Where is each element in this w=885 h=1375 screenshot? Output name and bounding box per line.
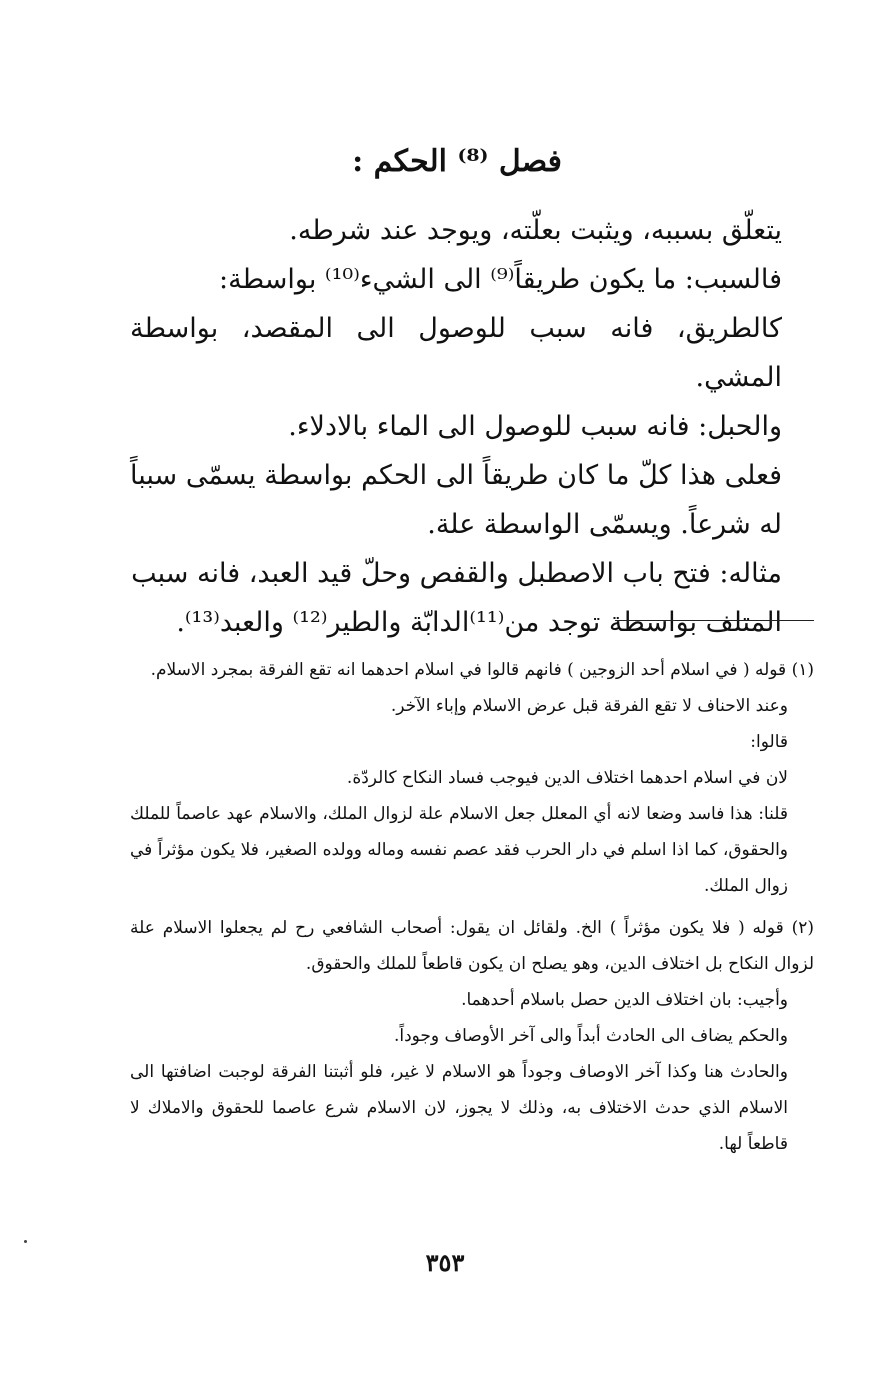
main-paragraph: كالطريق، فانه سبب للوصول الى المقصد، بواسطة المشي. <box>130 313 782 393</box>
section-heading: فصل ⁽⁸⁾ الحكم : <box>352 144 562 179</box>
footnote-line: (١) قوله ( في اسلام أحد الزوجين ) فانهم قالوا في اسلام احدهما انه تقع الفرقة بمجرد الاسلام. <box>150 660 814 680</box>
main-paragraph: فالسبب: ما يكون طريقاً⁽⁹⁾ الى الشيء⁽¹⁰⁾ بواسطة: <box>219 264 782 295</box>
footnote-line: قالوا: <box>750 732 788 752</box>
footnotes <box>130 652 814 1162</box>
scan-speck <box>24 1240 27 1243</box>
main-text <box>130 206 814 647</box>
footnote-line: والحكم يضاف الى الحادث أبداً والى آخر الأوصاف وجوداً. <box>393 1026 788 1046</box>
footnote-separator <box>615 620 814 621</box>
footnote-line: (٢) قوله ( فلا يكون مؤثراً ) الخ. ولقائل ان يقول: أصحاب الشافعي رح لم يجعلوا الاسلام علة لزوال النكاح بل اختلاف الدين، وهو يصلح ان يكون قاطعاً للملك والحقوق. <box>130 918 814 974</box>
footnote-line: لان في اسلام احدهما اختلاف الدين فيوجب فساد النكاح كالردّة. <box>346 768 788 788</box>
page-number: ٣٥٣ <box>425 1248 465 1277</box>
footnote-line: والحادث هنا وكذا آخر الاوصاف وجوداً هو الاسلام لا غير، فلو أثبتنا الفرقة لوجبت اضافتها الى الاسلام الذي حدث الاختلاف به، وذلك لا يجوز، لان الاسلام شرع عاصما للحقوق والاملاك لا قاطعاً لها. <box>130 1062 788 1154</box>
main-paragraph: مثاله: فتح باب الاصطبل والقفص وحلّ قيد العبد، فانه سبب المتلف بواسطة توجد من⁽¹¹⁾الدابّة والطير⁽¹²⁾ والعبد⁽¹³⁾. <box>131 558 782 638</box>
footnote-line: قلنا: هذا فاسد وضعا لانه أي المعلل جعل الاسلام علة لزوال الملك، والاسلام عهد عاصماً للملك والحقوق، كما اذا اسلم في دار الحرب فقد عصم نفسه وماله وولده الصغير، فلا يكون مؤثراً في زوال الملك. <box>130 804 788 896</box>
main-paragraph: والحبل: فانه سبب للوصول الى الماء بالادلاء. <box>288 411 782 442</box>
main-paragraph: يتعلّق بسببه، ويثبت بعلّته، ويوجد عند شرطه. <box>289 215 782 246</box>
main-paragraph: فعلى هذا كلّ ما كان طريقاً الى الحكم بواسطة يسمّى سبباً له شرعاً. ويسمّى الواسطة علة. <box>130 460 782 540</box>
footnote-line: وعند الاحناف لا تقع الفرقة قبل عرض الاسلام وإباء الآخر. <box>390 696 788 716</box>
footnote-line: وأجيب: بان اختلاف الدين حصل باسلام أحدهما. <box>461 990 788 1010</box>
